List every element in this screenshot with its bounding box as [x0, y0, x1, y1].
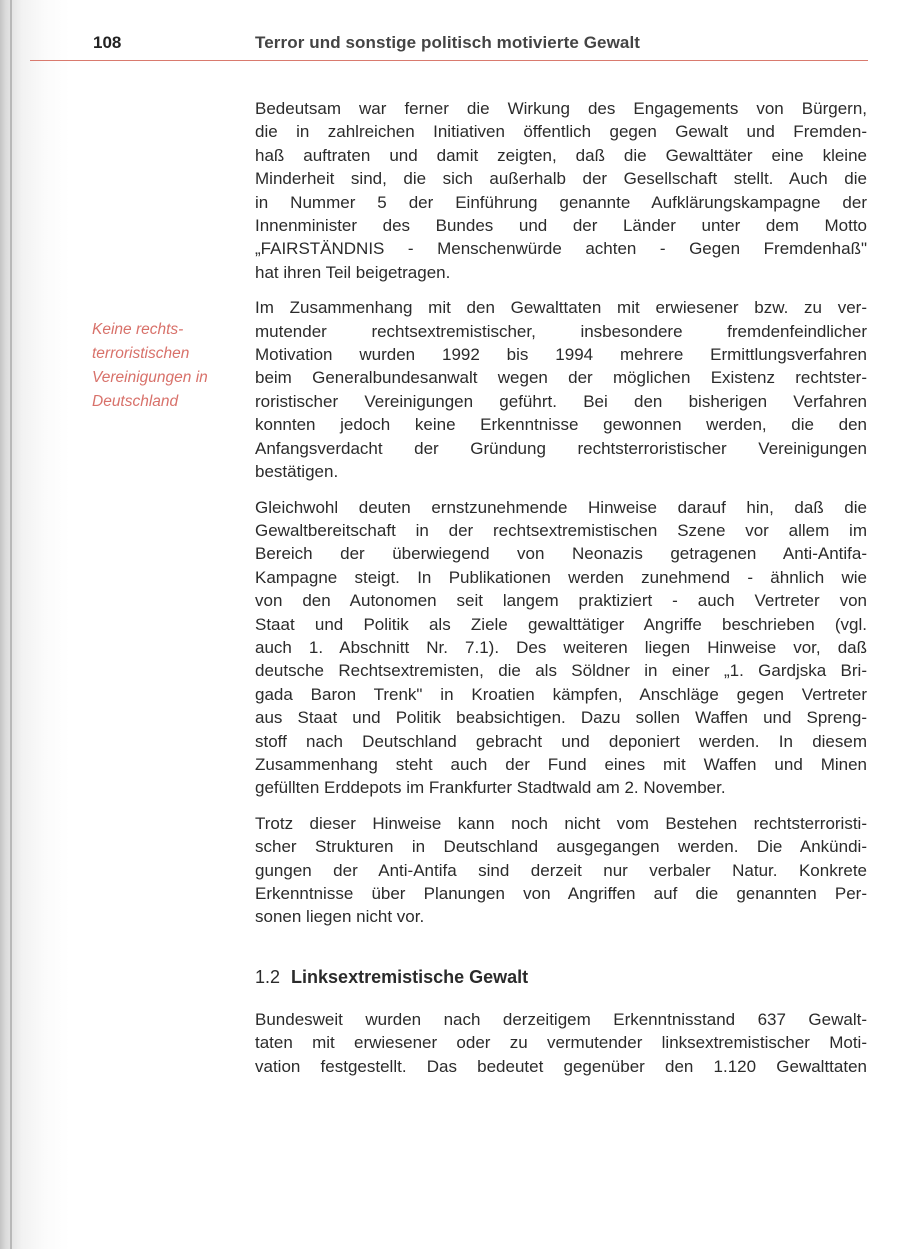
- text-line: Anfangsverdacht der Gründung rechtsterroristischer Vereinigungen: [255, 438, 867, 458]
- text-line: vation festgestellt. Das bedeutet gegenüber den 1.120 Gewalttaten: [255, 1056, 867, 1076]
- text-line: roristischer Vereinigungen geführt. Bei den bisherigen Verfahren: [255, 391, 867, 411]
- text-line: Bedeutsam war ferner die Wirkung des Engagements von Bürgern,: [255, 99, 867, 118]
- page-header: [0, 0, 900, 80]
- text-line: scher Strukturen in Deutschland ausgegangen werden. Die Ankündi-: [255, 837, 867, 857]
- page-number: 108: [93, 33, 122, 52]
- text-line: Zusammenhang steht auch der Fund eines mit Waffen und Minen: [255, 754, 867, 774]
- binding-edge: [10, 0, 12, 1249]
- body-text: [255, 97, 867, 1090]
- text-line: in Nummer 5 der Einführung genannte Aufklärungskampagne der: [255, 192, 867, 212]
- text-line: Staat und Politik als Ziele gewalttätiger Angriffe beschrieben (vgl.: [255, 614, 867, 634]
- text-line: gefüllten Erddepots im Frankfurter Stadtwald am 2. November.: [255, 778, 726, 798]
- text-line: gada Baron Trenk" in Kroatien kämpfen, Anschläge gegen Vertreter: [255, 684, 867, 704]
- margin-note: [92, 318, 242, 414]
- text-line: Trotz dieser Hinweise kann noch nicht vom Bestehen rechtsterroristi-: [255, 813, 867, 833]
- paragraph-conclusion: [255, 812, 867, 929]
- text-line: Bereich der überwiegend von Neonazis getragenen Anti-Antifa-: [255, 544, 867, 564]
- margin-note-line: terroristischen: [92, 345, 190, 362]
- section-number: 1.2: [255, 966, 281, 987]
- paragraph-left-violence: [255, 1008, 867, 1078]
- text-line: die in zahlreichen Initiativen öffentlich gegen Gewalt und Fremden-: [255, 122, 867, 142]
- section-title: Linksextremistische Gewalt: [291, 966, 529, 987]
- text-line: haß auftraten und damit zeigten, daß die Gewalttäter eine kleine: [255, 145, 867, 165]
- text-line: aus Staat und Politik beabsichtigen. Dazu sollen Waffen und Spreng-: [255, 708, 867, 728]
- text-line: konnten jedoch keine Erkenntnisse gewonnen werden, die den: [255, 415, 867, 435]
- text-line: Gewaltbereitschaft in der rechtsextremistischen Szene vor allem im: [255, 520, 867, 540]
- margin-note-line: Keine rechts-: [92, 321, 184, 338]
- margin-note-line: Deutschland: [92, 393, 179, 410]
- text-line: von den Autonomen seit langem praktiziert - auch Vertreter von: [255, 591, 867, 611]
- text-line: Im Zusammenhang mit den Gewalttaten mit erwiesener bzw. zu ver-: [255, 298, 867, 318]
- text-line: gungen der Anti-Antifa sind derzeit nur verbaler Natur. Konkrete: [255, 860, 867, 880]
- text-line: auch 1. Abschnitt Nr. 7.1). Des weiteren liegen Hinweise vor, daß: [255, 637, 867, 657]
- text-line: stoff nach Deutschland gebracht und deponiert werden. In diesem: [255, 731, 867, 751]
- margin-note-line: Vereinigungen in: [92, 369, 208, 386]
- text-line: hat ihren Teil beigetragen.: [255, 262, 451, 282]
- text-line: Erkenntnisse über Planungen von Angriffen auf die genannten Per-: [255, 884, 867, 903]
- paragraph-investigations: [255, 296, 867, 483]
- text-line: taten mit erwiesener oder zu vermutender linksextremistischer Moti-: [255, 1033, 867, 1053]
- text-line: mutender rechtsextremistischer, insbesondere fremdenfeindlicher: [255, 321, 867, 341]
- text-line: sonen liegen nicht vor.: [255, 907, 425, 927]
- paragraph-anti-antifa: [255, 496, 867, 800]
- running-title: Terror und sonstige politisch motivierte Gewalt: [255, 33, 641, 52]
- text-line: deutsche Rechtsextremisten, die als Söldner in einer „1. Gardjska Bri-: [255, 661, 867, 681]
- paragraph-engagement: [255, 97, 867, 284]
- text-line: Innenminister des Bundes und der Länder unter dem Motto: [255, 216, 867, 236]
- text-line: bestätigen.: [255, 462, 339, 482]
- text-line: Bundesweit wurden nach derzeitigem Erkenntnisstand 637 Gewalt-: [255, 1009, 867, 1029]
- text-line: Gleichwohl deuten ernstzunehmende Hinweise darauf hin, daß die: [255, 497, 867, 517]
- section-heading: [255, 967, 867, 988]
- header-rule: [30, 60, 868, 61]
- text-line: „FAIRSTÄNDNIS - Menschenwürde achten - Gegen Fremdenhaß": [255, 239, 867, 259]
- text-line: Motivation wurden 1992 bis 1994 mehrere Ermittlungsverfahren: [255, 345, 867, 365]
- text-line: Minderheit sind, die sich außerhalb der Gesellschaft stellt. Auch die: [255, 169, 867, 189]
- text-line: beim Generalbundesanwalt wegen der möglichen Existenz rechtster-: [255, 368, 867, 388]
- text-line: Kampagne steigt. In Publikationen werden zunehmend - ähnlich wie: [255, 567, 867, 587]
